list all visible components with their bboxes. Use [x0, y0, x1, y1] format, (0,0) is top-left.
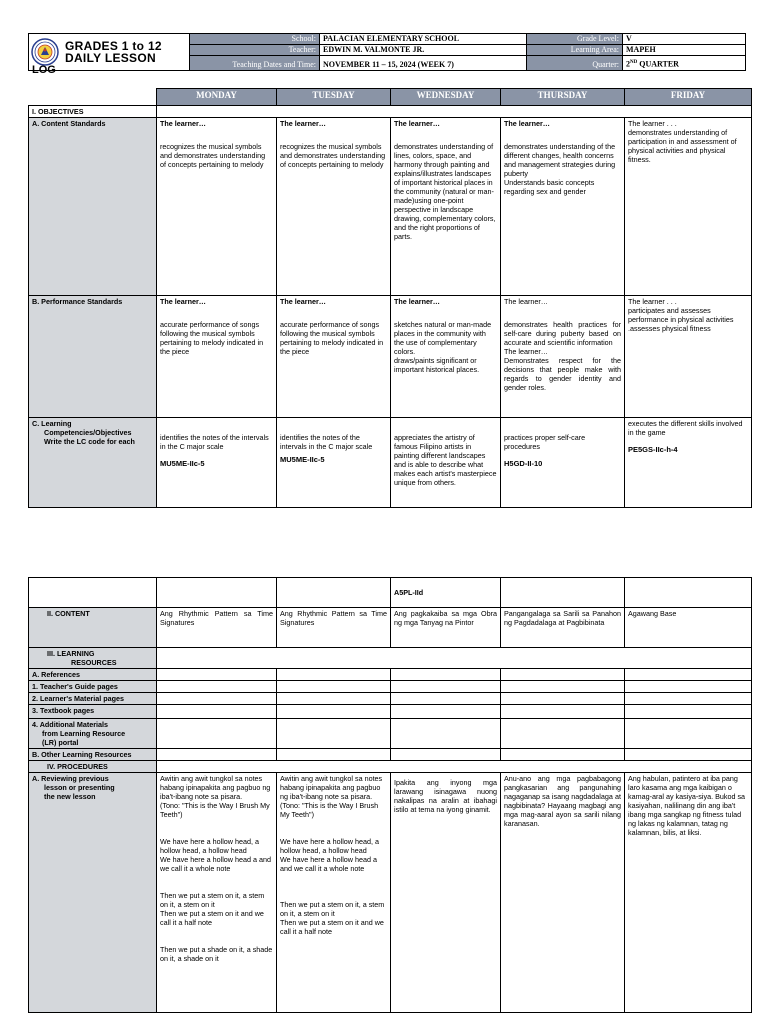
- competencies-label: [29, 418, 157, 508]
- content-mon: Ang Rhythmic Pattern sa Time Signatures: [157, 608, 277, 648]
- teacher-value: EDWIN M. VALMONTE JR.: [320, 45, 527, 56]
- content-standards-thu: [501, 118, 625, 296]
- code-row-fri: [625, 578, 752, 608]
- day-header-empty: [29, 89, 157, 106]
- competencies-thu-text: practices proper self-care procedures: [504, 433, 586, 451]
- references-label: A. References: [29, 669, 157, 681]
- performance-standards-thu-text: demonstrates health practices for self-care during puberty based on accurate and scientific information The learner… Demonstrates respect for the decisions that people make with regards to gender identity and gender roles.: [504, 320, 621, 392]
- code-row-tue: [277, 578, 391, 608]
- competencies-tue: [277, 418, 391, 508]
- other-resources-label: B. Other Learning Resources: [29, 749, 157, 761]
- header-table: [28, 33, 746, 71]
- grade-label: Grade Level:: [527, 34, 623, 45]
- objectives-table: [28, 88, 752, 508]
- resources-label: [29, 648, 157, 669]
- objectives-section-label: I. OBJECTIVES: [29, 106, 157, 118]
- teacher-label: Teacher:: [190, 45, 320, 56]
- review-tue-2: We have here a hollow head, a hollow head, a hollow head We have here a hollow head a and we call it a whole note: [280, 837, 379, 873]
- area-label: Learning Area:: [527, 45, 623, 56]
- day-thursday: THURSDAY: [501, 89, 625, 106]
- code-row-thu: [501, 578, 625, 608]
- area-value: MAPEH: [623, 45, 746, 56]
- content-standards-thu-head: The learner…: [504, 119, 550, 128]
- content-standards-label: A. Content Standards: [29, 118, 157, 296]
- review-thu: Anu-ano ang mga pagbabagong pangkasarian ang pangunahing nagaganap sa isang nagdadalaga at nagbibinata? Hayaang magbagi ang mga mag-aaral ayon sa sarili nilang karanasan.: [501, 773, 625, 1013]
- performance-standards-wed-text: sketches natural or man-made places in the community with the use of complementary colors. draws/paints significant or important historical places.: [394, 320, 492, 374]
- review-fri: Ang habulan, patintero at iba pang laro kasama ang mga kaibigan o kamag-aral ay kasiya-siya. Bukod sa kasiyahan, nalilinang din ang iba't ibang mga sangkap ng fitness tulad ng lakas ng kalamnan, tatag ng kalamnan, bilis, at liksi.: [625, 773, 752, 1013]
- content-fri: Agawang Base: [625, 608, 752, 648]
- performance-standards-thu-head: The learner…: [504, 297, 548, 306]
- review-label-1: A. Reviewing previous: [32, 774, 109, 783]
- content-standards-thu-text: demonstrates understanding of the different changes, health concerns and management strategies during puberty Understands basic concepts regarding sex and gender: [504, 142, 616, 196]
- resources-label-2: RESOURCES: [71, 658, 117, 667]
- title-line-3: LOG: [32, 64, 56, 76]
- review-mon-4: Then we put a shade on it, a shade on it, a shade on it: [160, 945, 273, 963]
- content-standards-mon: [157, 118, 277, 296]
- additional-materials-label-1: 4. Additional Materials: [32, 720, 109, 729]
- review-label-3: the new lesson: [44, 792, 96, 801]
- additional-materials-label: [29, 719, 157, 749]
- competencies-mon: [157, 418, 277, 508]
- code-row-wed: A5PL-IId: [391, 578, 501, 608]
- content-standards-tue: [277, 118, 391, 296]
- content-procedures-table: [28, 577, 752, 1013]
- competencies-wed: [391, 418, 501, 508]
- additional-materials-label-2: from Learning Resource: [42, 729, 126, 738]
- review-wed: [391, 773, 501, 1013]
- additional-materials-label-3: (LR) portal: [42, 738, 79, 747]
- content-standards-mon-text: recognizes the musical symbols and demonstrates understanding of concepts pertaining to melody: [160, 142, 266, 169]
- performance-standards-tue: [277, 296, 391, 418]
- day-header-row: [29, 89, 752, 106]
- competencies-fri-code: PE5GS-IIc-h-4: [628, 445, 678, 454]
- code-row-label: [29, 578, 157, 608]
- textbook-label: 3. Textbook pages: [29, 705, 157, 719]
- performance-standards-tue-text: accurate performance of songs following the musical symbols pertaining to melody indicated in the piece: [280, 320, 384, 356]
- competencies-wed-text: appreciates the artistry of famous Filipino artists in painting different landscapes and is able to describe what makes each artist's masterpiece unique from others.: [394, 433, 497, 487]
- competencies-label-2: Competencies/Objectives: [44, 428, 132, 437]
- content-wed: Ang pagkakaiba sa mga Obra ng mga Tanyag na Pintor: [391, 608, 501, 648]
- content-standards-mon-head: The learner…: [160, 119, 206, 128]
- performance-standards-fri: The learner . . . participates and assesses performance in physical activities .assesses physical fitness: [625, 296, 752, 418]
- resources-spacer: [157, 648, 752, 669]
- performance-standards-label: B. Performance Standards: [29, 296, 157, 418]
- objectives-section-spacer: [157, 106, 752, 118]
- performance-standards-mon-head: The learner…: [160, 297, 206, 306]
- grade-value: V: [623, 34, 746, 45]
- review-mon: [157, 773, 277, 1013]
- review-wed-text: Ipakita ang inyong mga larawang isinagawa nuong nakalipas na aralin at ibahagi istilo at tema na iyong ginamit.: [394, 778, 497, 814]
- competencies-mon-code: MU5ME-IIc-5: [160, 459, 205, 468]
- deped-seal-icon: [31, 38, 59, 66]
- competencies-tue-code: MU5ME-IIc-5: [280, 455, 325, 464]
- review-mon-1: Awitin ang awit tungkol sa notes habang ipinapakita ang pagbuo ng iba't-ibang note sa pisara. (Tono: "This is the Way I Brush My Teeth"): [160, 774, 271, 819]
- title-line-2: DAILY LESSON: [65, 51, 156, 65]
- competencies-mon-text: identifies the notes of the intervals in the C major scale: [160, 433, 269, 451]
- quarter-value: [623, 56, 746, 71]
- procedures-label: IV. PROCEDURES: [29, 761, 157, 773]
- day-monday: MONDAY: [157, 89, 277, 106]
- review-tue: [277, 773, 391, 1013]
- content-label: II. CONTENT: [29, 608, 157, 648]
- performance-standards-mon-text: accurate performance of songs following the musical symbols pertaining to melody indicated in the piece: [160, 320, 264, 356]
- review-label: [29, 773, 157, 1013]
- performance-standards-wed: [391, 296, 501, 418]
- content-standards-wed-head: The learner…: [394, 119, 440, 128]
- content-standards-fri: The learner . . . demonstrates understanding of participation in and assessment of physical activities and physical fitness.: [625, 118, 752, 296]
- title-line-1: GRADES 1 to 12: [65, 39, 162, 53]
- resources-label-1: III. LEARNING: [47, 649, 95, 658]
- content-standards-tue-head: The learner…: [280, 119, 326, 128]
- content-standards-wed-text: demonstrates understanding of lines, colors, space, and harmony through painting and explains/illustrates landscapes of important historical places in the community (natural or man-made)using one-point perspective in landscape drawing, complementary colors, and the right proportions of parts.: [394, 142, 496, 241]
- school-value: PALACIAN ELEMENTARY SCHOOL: [320, 34, 527, 45]
- competencies-label-3: Write the LC code for each: [44, 437, 135, 446]
- performance-standards-wed-head: The learner…: [394, 297, 440, 306]
- day-friday: FRIDAY: [625, 89, 752, 106]
- dates-label: Teaching Dates and Time:: [190, 56, 320, 71]
- content-standards-tue-text: recognizes the musical symbols and demonstrates understanding of concepts pertaining to melody: [280, 142, 386, 169]
- competencies-fri-text: executes the different skills involved in the game: [628, 419, 743, 437]
- content-tue: Ang Rhythmic Pattern sa Time Signatures: [277, 608, 391, 648]
- review-tue-3: Then we put a stem on it, a stem on it, a stem on it Then we put a stem on it and we call it a half note: [280, 900, 385, 936]
- code-row-mon: [157, 578, 277, 608]
- content-standards-wed: [391, 118, 501, 296]
- competencies-thu-code: H5GD-II-10: [504, 459, 543, 468]
- review-mon-2: We have here a hollow head, a hollow head, a hollow head We have here a hollow head a and we call it a whole note: [160, 837, 271, 873]
- dates-value: NOVEMBER 11 – 15, 2024 (WEEK 7): [320, 56, 527, 71]
- competencies-fri: [625, 418, 752, 508]
- day-tuesday: TUESDAY: [277, 89, 391, 106]
- performance-standards-thu: [501, 296, 625, 418]
- school-label: School:: [190, 34, 320, 45]
- teachers-guide-label: 1. Teacher's Guide pages: [29, 681, 157, 693]
- day-wednesday: WEDNESDAY: [391, 89, 501, 106]
- competencies-thu: [501, 418, 625, 508]
- quarter-label: Quarter:: [527, 56, 623, 71]
- review-label-2: lesson or presenting: [44, 783, 115, 792]
- review-tue-1: Awitin ang awit tungkol sa notes habang ipinapakita ang pagbuo ng iba't-ibang note sa pisara. (Tono: "This is the Way I Brush My Teeth"): [280, 774, 383, 819]
- quarter-num: 2: [626, 60, 630, 69]
- competencies-label-1: C. Learning: [32, 419, 72, 428]
- content-thu: Pangangalaga sa Sarili sa Panahon ng Pagdadalaga at Pagbibinata: [501, 608, 625, 648]
- learners-material-label: 2. Learner's Material pages: [29, 693, 157, 705]
- quarter-word: QUARTER: [637, 60, 679, 69]
- performance-standards-tue-head: The learner…: [280, 297, 326, 306]
- performance-standards-mon: [157, 296, 277, 418]
- competencies-tue-text: identifies the notes of the intervals in the C major scale: [280, 433, 373, 451]
- quarter-sup: ND: [630, 60, 638, 66]
- review-mon-3: Then we put a stem on it, a stem on it, a stem on it Then we put a stem on it and we call it a half note: [160, 891, 265, 927]
